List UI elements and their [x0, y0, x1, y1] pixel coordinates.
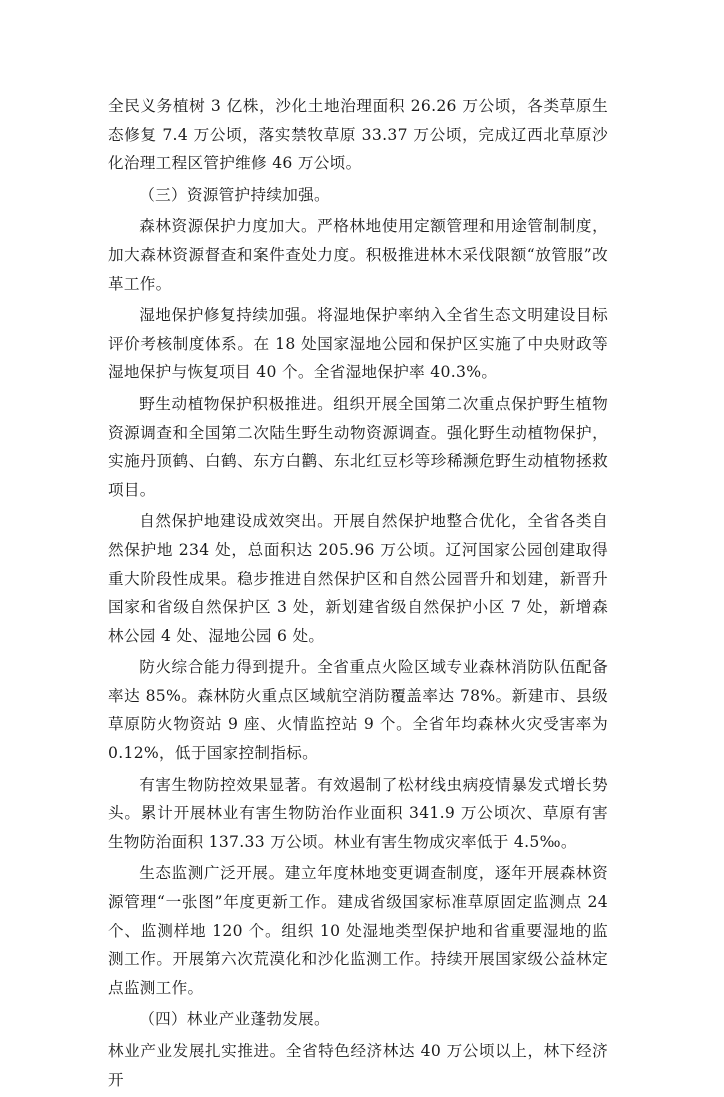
paragraph-forestry-industry: 林业产业发展扎实推进。全省特色经济林达 40 万公顷以上，林下经济开: [108, 1042, 608, 1089]
paragraph-forest-resource-protection: 森林资源保护力度加大。严格林地使用定额管理和用途管制制度，加大森林资源督查和案件查处力度。积极推进林木采伐限额“放管服”改革工作。: [108, 217, 608, 293]
paragraph-wetland-protection: 湿地保护修复持续加强。将湿地保护率纳入全省生态文明建设目标评价考核制度体系。在 18 处国家湿地公园和保护区实施了中央财政等湿地保护与恢复项目 40 个。全省湿地保护率 40.3%。: [108, 306, 608, 382]
document-body: [108, 92, 608, 1097]
section-heading-forestry-industry: （四）林业产业蓬勃发展。: [139, 1010, 330, 1029]
section-heading-resource-protection: （三）资源管护持续加强。: [139, 185, 330, 204]
paragraph-nature-reserves: 自然保护地建设成效突出。开展自然保护地整合优化，全省各类自然保护地 234 处，总面积达 205.96 万公顷。辽河国家公园创建取得重大阶段性成果。稳步推进自然保护区和自然公园晋升和划建，新晋升国家和省级自然保护区 3 处，新划建省级自然保护小区 7 处，新增森林公园 4 处、湿地公园 6 处。: [108, 512, 608, 645]
paragraph-wildlife-protection: 野生动植物保护积极推进。组织开展全国第二次重点保护野生植物资源调查和全国第二次陆生野生动物资源调查。强化野生动植物保护，实施丹顶鹤、白鹤、东方白鹳、东北红豆杉等珍稀濒危野生动植物拯救项目。: [108, 394, 608, 499]
paragraph-fire-prevention: 防火综合能力得到提升。全省重点火险区域专业森林消防队伍配备率达 85%。森林防火重点区域航空消防覆盖率达 78%。新建市、县级草原防火物资站 9 座、火情监控站 9 个。全省年均森林火灾受害率为 0.12%，低于国家控制指标。: [108, 658, 608, 763]
paragraph-afforestation-results: 全民义务植树 3 亿株，沙化土地治理面积 26.26 万公顷，各类草原生态修复 7.4 万公顷，落实禁牧草原 33.37 万公顷，完成辽西北草原沙化治理工程区管护维修 46 万公顷。: [108, 97, 608, 173]
paragraph-ecological-monitoring: 生态监测广泛开展。建立年度林地变更调查制度，逐年开展森林资源管理“一张图”年度更新工作。建成省级国家标准草原固定监测点 24 个、监测样地 120 个。组织 10 处湿地类型保护地和省重要湿地的监测工作。开展第六次荒漠化和沙化监测工作。持续开展国家级公益林定点监测工作。: [108, 864, 608, 997]
paragraph-pest-control: 有害生物防控效果显著。有效遏制了松材线虫病疫情暴发式增长势头。累计开展林业有害生物防治作业面积 341.9 万公顷次、草原有害生物防治面积 137.33 万公顷。林业有害生物成灾率低于 4.5‰。: [108, 775, 608, 851]
